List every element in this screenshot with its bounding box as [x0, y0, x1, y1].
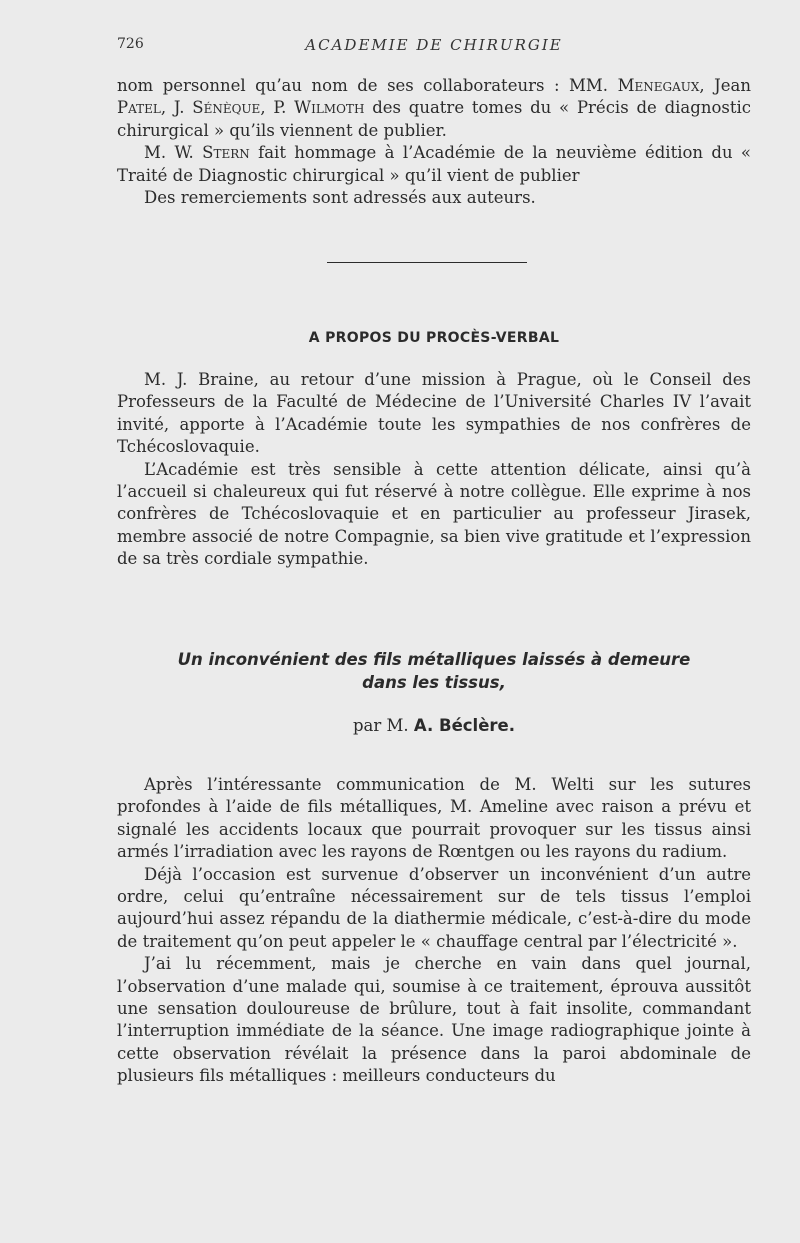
section-text — [117, 369, 751, 571]
article-paragraph-3: J’ai lu récemment, mais je cherche en vain dans quel journal, l’observation d’une malade qui, soumise à ce traitement, éprouva aussitôt une sensation douloureuse de brûlure, tout à fait insolite, commandant l’interruption immédiate de la séance. Une image radiographique jointe à cette observation révélait la présence dans la paroi abdominale de plusieurs fils métalliques : meilleurs conducteurs du — [117, 954, 751, 1086]
intro-paragraph-1: nom personnel qu’au nom de ses collaborateurs : MM. Menegaux, Jean Patel, J. Sénèque, P. Wilmoth des quatre tomes du « Précis de diagnostic chirurgical » qu’ils viennent de publier. — [117, 76, 751, 140]
section-paragraph-2: L’Académie est très sensible à cette attention délicate, ainsi qu’à l’accueil si chaleureux qui fut réservé à notre collègue. Elle exprime à nos confrères de Tchécoslovaquie et en particulier au professeur Jirasek, membre associé de notre Compagnie, sa bien vive gratitude et l’expression de sa très cordiale sympathie. — [117, 459, 751, 569]
article-paragraph-2: Déjà l’occasion est survenue d’observer un inconvénient d’un autre ordre, celui qu’entraîne nécessairement sur de tels tissus l’emploi aujourd’hui assez répandu de la diathermie médicale, c’est-à-dire du mode de traitement qu’on peut appeler le « chauffage central par l’électricité ». — [117, 864, 751, 951]
page-header — [117, 36, 751, 58]
article-author — [117, 716, 751, 735]
article-body — [117, 774, 751, 1088]
article-title — [117, 648, 751, 694]
article-title-line-1: Un inconvénient des fils métalliques laissés à demeure — [177, 650, 691, 669]
author-name: A. Béclère. — [413, 716, 515, 735]
author-prefix: par M. — [352, 716, 414, 735]
intro-paragraph-2: M. W. Stern fait hommage à l’Académie de la neuvième édition du « Traité de Diagnostic chirurgical » qu’il vient de publier — [117, 143, 752, 185]
intro-text — [117, 75, 751, 209]
running-head: ACADEMIE DE CHIRURGIE — [305, 36, 563, 54]
page-number: 726 — [117, 36, 144, 52]
intro-paragraph-3: Des remerciements sont adressés aux auteurs. — [144, 188, 536, 208]
article-paragraph-1: Après l’intéressante communication de M. Welti sur les sutures profondes à l’aide de fils métalliques, M. Ameline avec raison a prévu et signalé les accidents locaux que pourrait provoquer sur les tissus ainsi armés l’irradiation avec les rayons de Rœntgen ou les rayons du radium. — [117, 775, 751, 862]
article-title-line-2: dans les tissus, — [362, 673, 506, 692]
section-title: A PROPOS DU PROCÈS-VERBAL — [308, 330, 560, 346]
section-divider — [327, 262, 527, 263]
section-paragraph-1: M. J. Braine, au retour d’une mission à Prague, où le Conseil des Professeurs de la Faculté de Médecine de l’Université Charles IV l’avait invité, apporte à l’Académie toute les sympathies de nos confrères de Tchécoslovaquie. — [117, 370, 751, 457]
